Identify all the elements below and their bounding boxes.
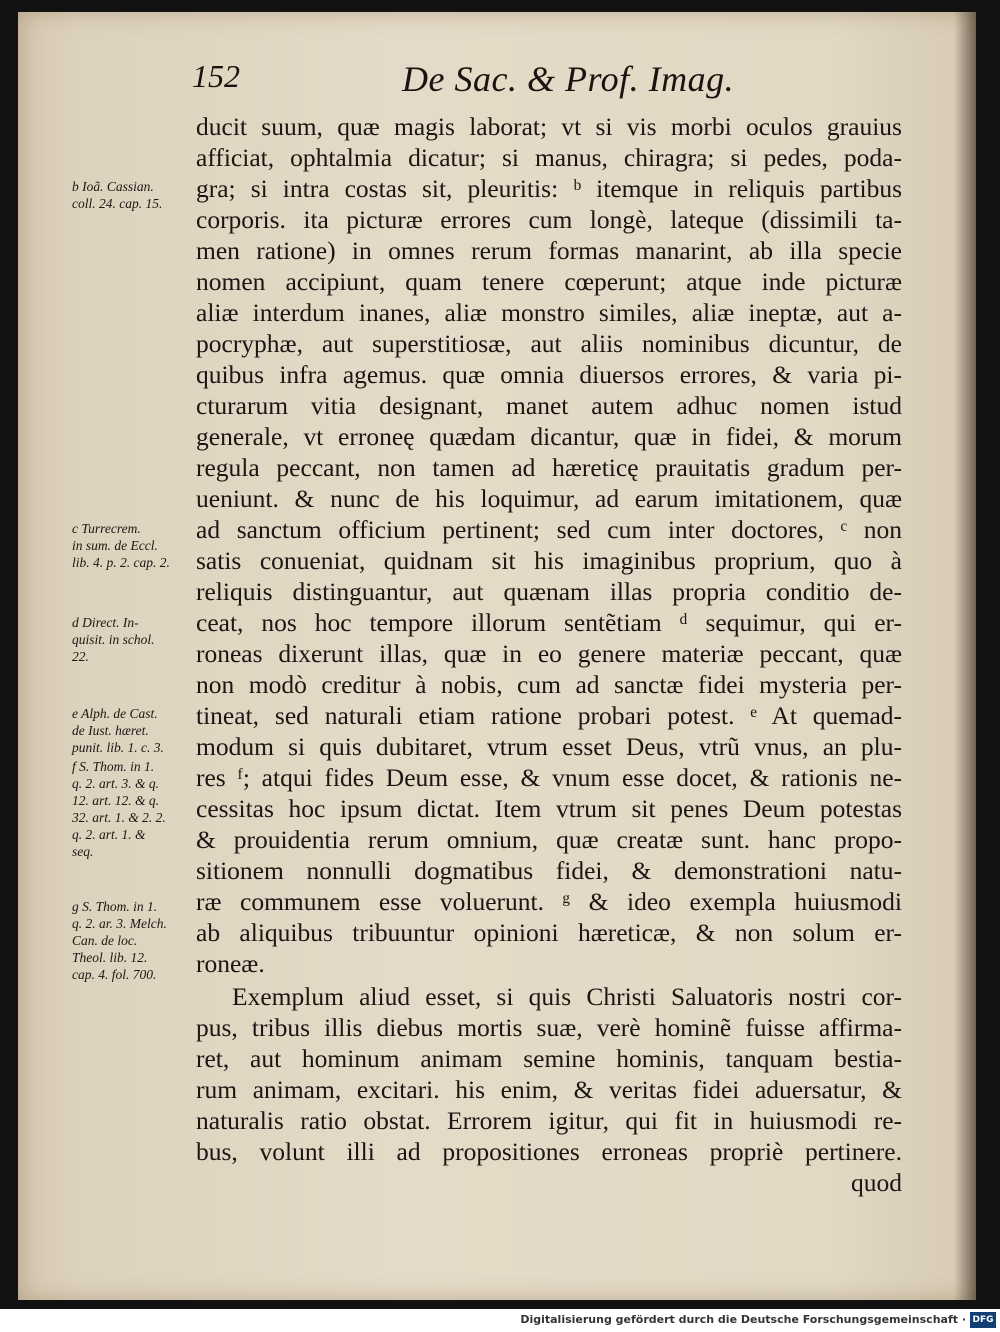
text-line: men ratione) in omnes rerum formas manarint, ab illa specie	[196, 236, 902, 265]
text-line: regula peccant, non tamen ad hæreticę prauitatis gradum per-	[196, 453, 902, 482]
text-line: afficiat, ophtalmia dicatur; si manus, chiragra; si pedes, poda-	[196, 143, 902, 172]
text-line: sitionem nonnulli dogmatibus fidei, & demonstrationi natu-	[196, 856, 902, 885]
text-line: non modò creditur à nobis, cum ad sanctæ fidei mysteria per-	[196, 670, 902, 699]
page-gutter-shadow	[954, 12, 976, 1300]
text-line: roneæ.	[196, 949, 265, 978]
text-line: modum si quis dubitaret, vtrum esset Deus, vtrũ vnus, an plu-	[196, 732, 902, 761]
paragraph-first-line: Exemplum aliud esset, si quis Christi Saluatoris nostri cor-	[232, 982, 902, 1011]
text-line: nomen accipiunt, quam tenere cœperunt; atque inde picturæ	[196, 267, 902, 296]
text-line: naturalis ratio obstat. Errorem igitur, qui fit in huiusmodi re-	[196, 1106, 902, 1135]
text-line: ab aliquibus tribuuntur opinioni hæreticæ, & non solum er-	[196, 918, 902, 947]
margin-note-g: g S. Thom. in 1. q. 2. ar. 3. Melch. Can. de loc. Theol. lib. 12. cap. 4. fol. 700.	[72, 899, 167, 982]
text-line: generale, vt erroneę quædam dicantur, quæ in fidei, & morum	[196, 422, 902, 451]
text-line: reliquis distinguantur, aut quænam illas propria conditio de-	[196, 577, 902, 606]
margin-note-c: c Turrecrem. in sum. de Eccl. lib. 4. p. 2. cap. 2.	[72, 521, 170, 570]
catchword: quod	[851, 1168, 902, 1197]
running-title: De Sac. & Prof. Imag.	[402, 59, 735, 99]
text-line: res ᶠ; atqui fides Deum esse, & vnum esse docet, & rationis ne-	[196, 763, 902, 792]
text-line: corporis. ita picturæ errores cum longè, lateque (dissimili ta-	[196, 205, 902, 234]
text-line: ceat, nos hoc tempore illorum sentẽtiam ᵈ sequimur, qui er-	[196, 608, 902, 637]
text-line: aliæ interdum inanes, aliæ monstro similes, aliæ ineptæ, aut a-	[196, 298, 902, 327]
text-line: rum animam, excitari. his enim, & veritas fidei aduersatur, &	[196, 1075, 902, 1104]
text-line: & prouidentia rerum omnium, quæ creatæ sunt. hanc propo-	[196, 825, 902, 854]
text-line: ad sanctum officium pertinent; sed cum inter doctores, ᶜ non	[196, 515, 902, 544]
text-line: tineat, sed naturali etiam ratione probari potest. ᵉ At quemad-	[196, 701, 902, 730]
text-line: ret, aut hominum animam semine hominis, tanquam bestia-	[196, 1044, 902, 1073]
text-line: pocryphæ, aut superstitiosæ, aut aliis nominibus dicuntur, de	[196, 329, 902, 358]
text-line: quibus infra agemus. quæ omnia diuersos errores, & varia pi-	[196, 360, 902, 389]
margin-note-f: f S. Thom. in 1. q. 2. art. 3. & q. 12. art. 12. & q. 32. art. 1. & 2. 2. q. 2. art. 1. & seq.	[72, 759, 166, 859]
text-line: ræ communem esse voluerunt. ᵍ & ideo exempla huiusmodi	[196, 887, 902, 916]
text-line: cturarum vitia designant, manet autem adhuc nomen istud	[196, 391, 902, 420]
text-line: bus, volunt illi ad propositiones erroneas propriè pertinere.	[196, 1137, 902, 1166]
text-line: satis conueniat, quidnam sit his imaginibus proprium, quo à	[196, 546, 902, 575]
text-line: roneas dixerunt illas, quæ in eo genere materiæ peccant, quæ	[196, 639, 902, 668]
text-line: cessitas hoc ipsum dictat. Item vtrum sit penes Deum potestas	[196, 794, 902, 823]
dfg-logo: DFG	[970, 1312, 996, 1328]
page-number: 152	[192, 58, 240, 94]
margin-note-e: e Alph. de Cast. de Iust. hæret. punit. lib. 1. c. 3.	[72, 706, 164, 755]
margin-note-b: b Ioã. Cassian. coll. 24. cap. 15.	[72, 179, 163, 211]
text-line: gra; si intra costas sit, pleuritis: ᵇ itemque in reliquis partibus	[196, 174, 902, 203]
funding-credit: Digitalisierung gefördert durch die Deutsche Forschungsgemeinschaft ·	[520, 1313, 966, 1326]
margin-note-d: d Direct. In- quisit. in schol. 22.	[72, 615, 155, 664]
text-line: ducit suum, quæ magis laborat; vt si vis morbi oculos grauius	[196, 112, 902, 141]
text-line: ueniunt. & nunc de his loquimur, ad earum imitationem, quæ	[196, 484, 902, 513]
text-line: pus, tribus illis diebus mortis suæ, verè hominẽ fuisse affirma-	[196, 1013, 902, 1042]
